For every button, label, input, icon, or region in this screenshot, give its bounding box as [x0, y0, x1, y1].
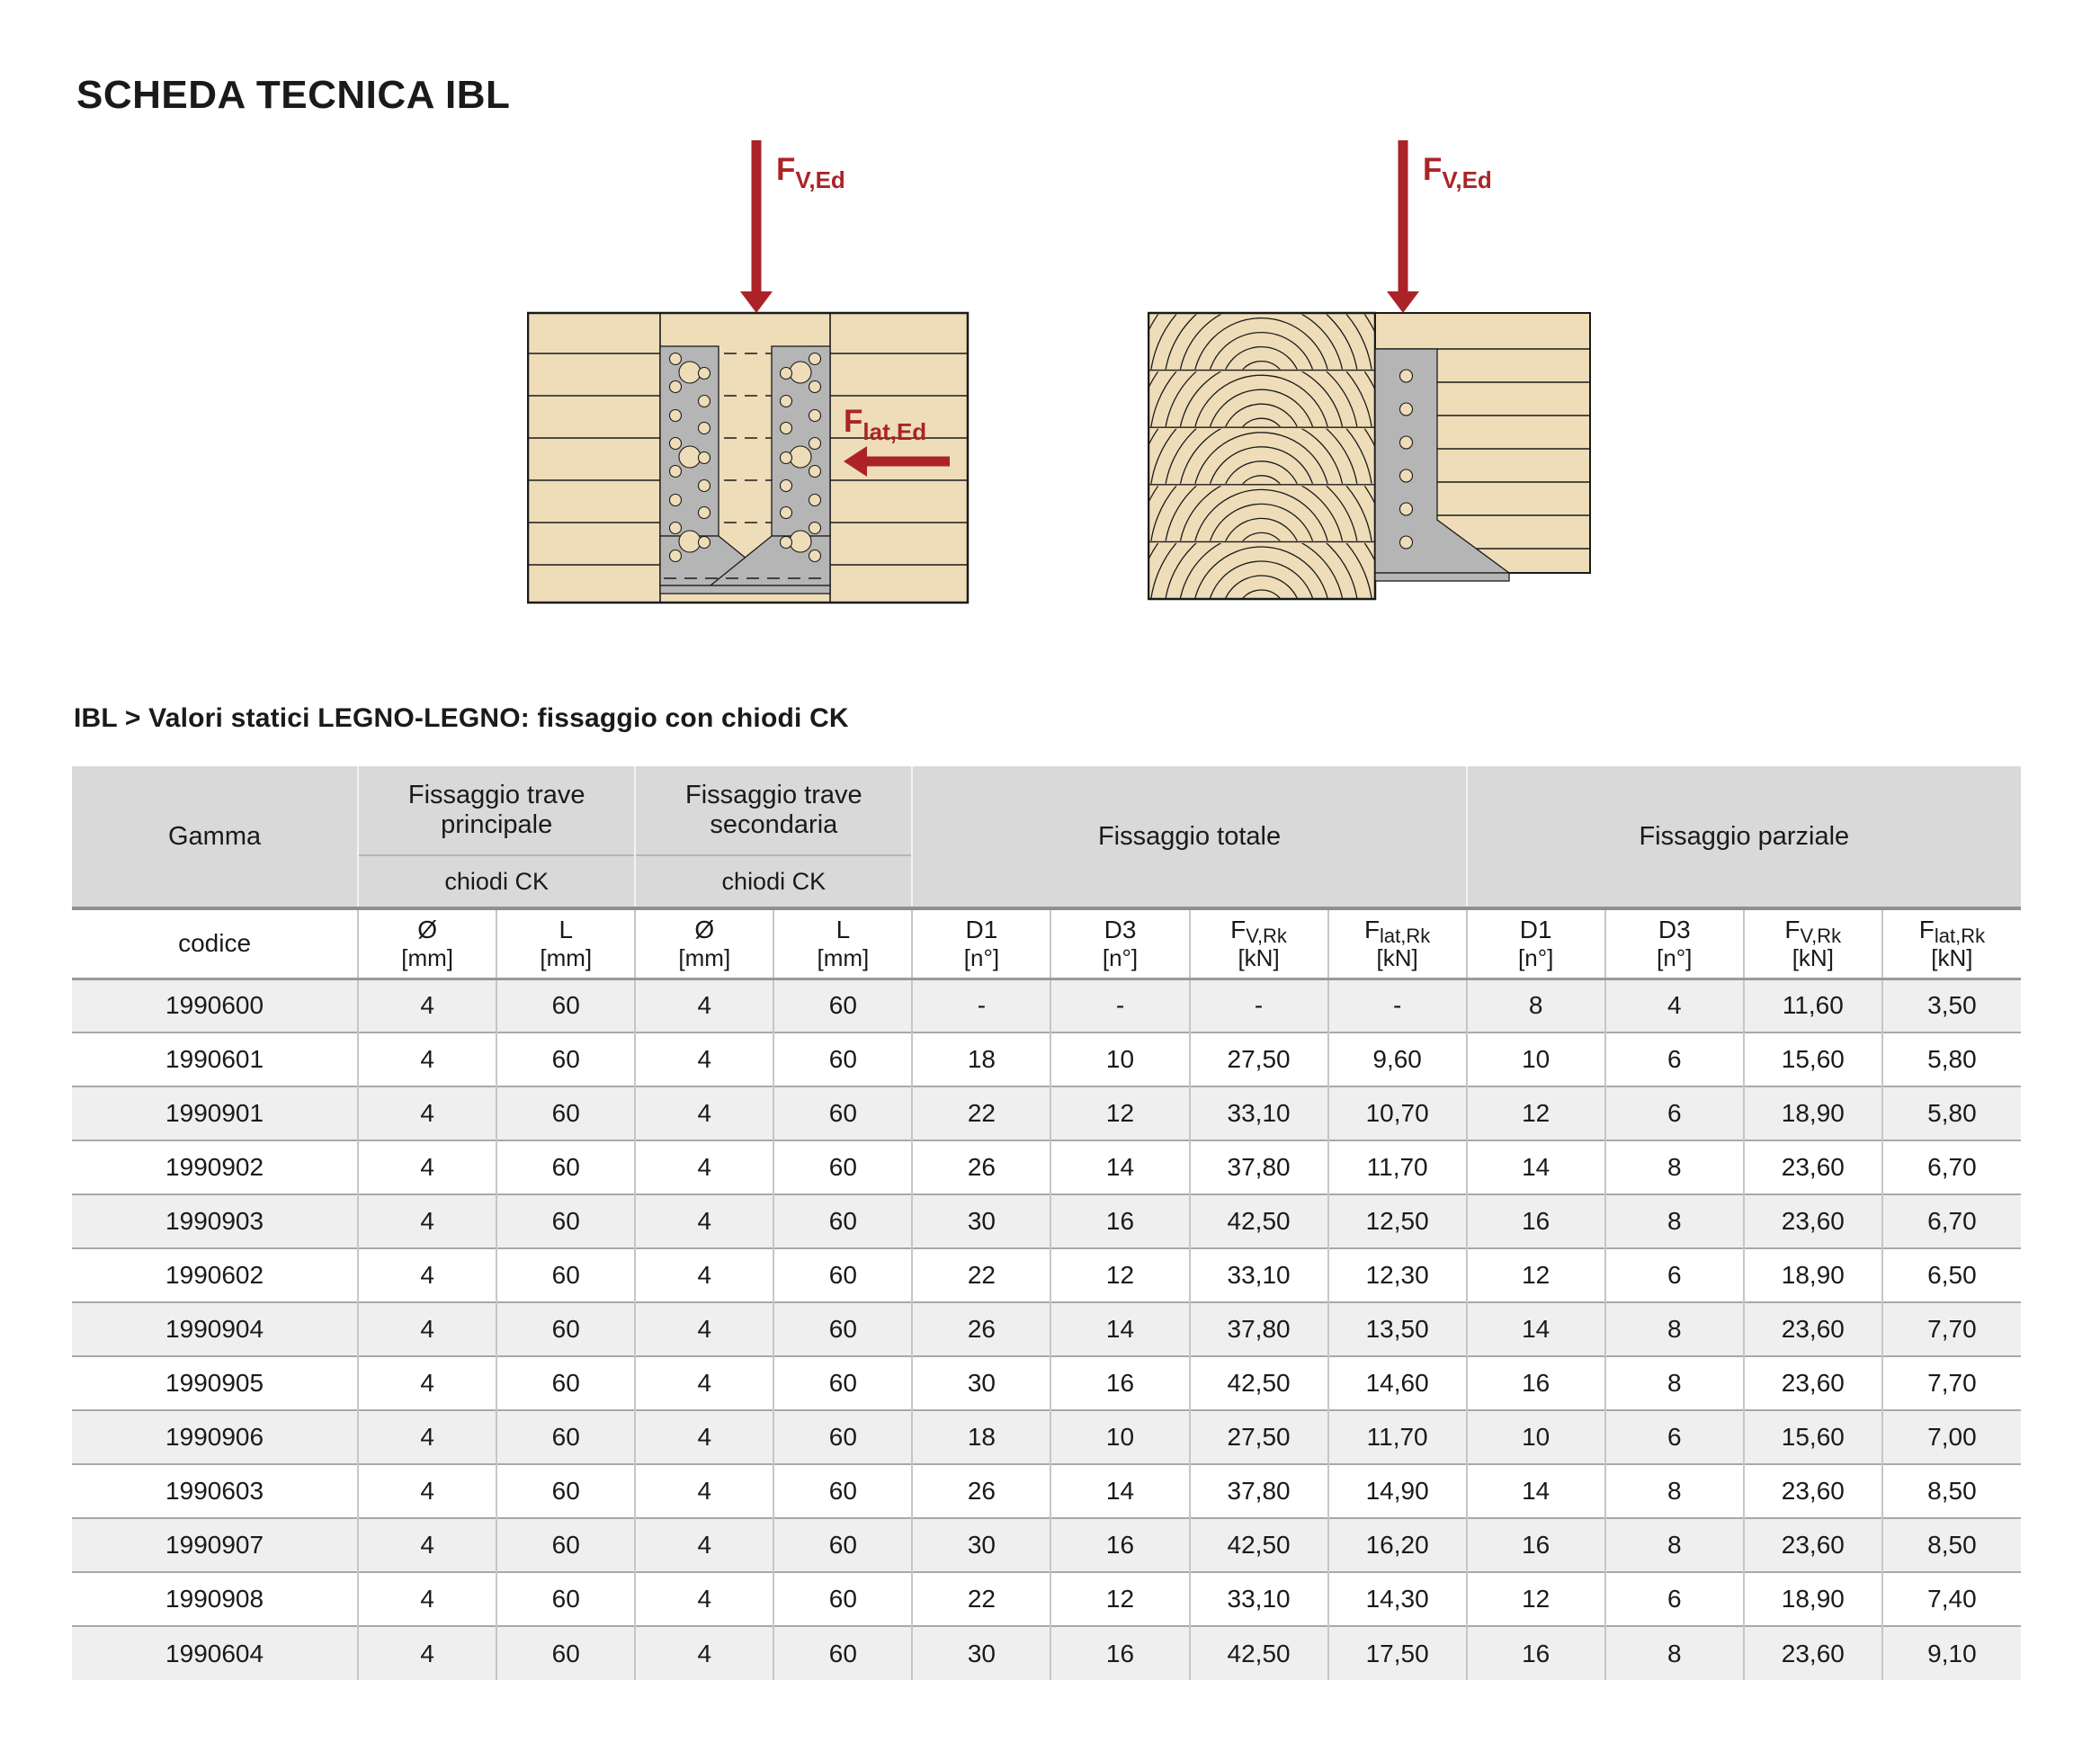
value-cell: 60: [496, 1410, 635, 1464]
code-cell: 1990904: [72, 1302, 358, 1356]
value-cell: 60: [773, 1194, 912, 1248]
value-cell: 18,90: [1744, 1086, 1882, 1140]
table-header: [72, 766, 2021, 979]
value-cell: 18: [912, 1032, 1050, 1086]
header-group-secondaria: Fissaggio trave secondaria: [635, 766, 912, 855]
value-cell: -: [912, 979, 1050, 1032]
value-cell: 4: [635, 1626, 773, 1680]
table-body: [72, 979, 2021, 1680]
value-cell: 6: [1605, 1572, 1744, 1626]
value-cell: -: [1190, 979, 1328, 1032]
value-cell: 60: [773, 1248, 912, 1302]
value-cell: 16,20: [1328, 1518, 1467, 1572]
value-cell: 16: [1467, 1518, 1605, 1572]
header-chiodi-ck-principale: chiodi CK: [358, 855, 635, 908]
value-cell: 18: [912, 1410, 1050, 1464]
column-header: Flat,Rk [kN]: [1882, 908, 2021, 979]
value-cell: 4: [635, 1032, 773, 1086]
table-row: [72, 1410, 2021, 1464]
value-cell: 16: [1050, 1518, 1189, 1572]
value-cell: 60: [773, 1518, 912, 1572]
value-cell: 30: [912, 1518, 1050, 1572]
value-cell: 6: [1605, 1032, 1744, 1086]
value-cell: 11,60: [1744, 979, 1882, 1032]
value-cell: 23,60: [1744, 1626, 1882, 1680]
table-row: [72, 1248, 2021, 1302]
value-cell: 8: [1605, 1356, 1744, 1410]
vertical-force-label: $F_{V,Ed}$: [776, 152, 845, 193]
side-view-diagram: [1148, 133, 1597, 610]
code-cell: 1990901: [72, 1086, 358, 1140]
value-cell: 4: [358, 1140, 496, 1194]
value-cell: 6,50: [1882, 1248, 2021, 1302]
value-cell: 6: [1605, 1248, 1744, 1302]
column-header: D1 [n°]: [1467, 908, 1605, 979]
table-row: [72, 1302, 2021, 1356]
value-cell: 5,80: [1882, 1032, 2021, 1086]
value-cell: 60: [496, 1302, 635, 1356]
value-cell: 6,70: [1882, 1194, 2021, 1248]
column-header: D3 [n°]: [1050, 908, 1189, 979]
value-cell: 4: [635, 1356, 773, 1410]
table-row: [72, 1518, 2021, 1572]
column-header: L [mm]: [496, 908, 635, 979]
value-cell: 26: [912, 1464, 1050, 1518]
value-cell: 4: [358, 1572, 496, 1626]
value-cell: 14: [1467, 1302, 1605, 1356]
value-cell: 4: [358, 1248, 496, 1302]
column-header: Ø [mm]: [635, 908, 773, 979]
value-cell: 3,50: [1882, 979, 2021, 1032]
value-cell: 26: [912, 1140, 1050, 1194]
value-cell: 14: [1050, 1302, 1189, 1356]
code-cell: 1990906: [72, 1410, 358, 1464]
value-cell: 8: [1605, 1194, 1744, 1248]
table-row: [72, 1140, 2021, 1194]
column-header: D3 [n°]: [1605, 908, 1744, 979]
column-header: FV,Rk [kN]: [1744, 908, 1882, 979]
value-cell: -: [1328, 979, 1467, 1032]
value-cell: 14,90: [1328, 1464, 1467, 1518]
code-cell: 1990903: [72, 1194, 358, 1248]
value-cell: 22: [912, 1572, 1050, 1626]
header-group-row: [72, 766, 2021, 855]
value-cell: 7,70: [1882, 1302, 2021, 1356]
value-cell: 30: [912, 1356, 1050, 1410]
page-title: SCHEDA TECNICA IBL: [76, 73, 511, 118]
code-cell: 1990601: [72, 1032, 358, 1086]
value-cell: 33,10: [1190, 1248, 1328, 1302]
header-group-parziale: Fissaggio parziale: [1467, 766, 2021, 908]
value-cell: 42,50: [1190, 1626, 1328, 1680]
value-cell: 5,80: [1882, 1086, 2021, 1140]
value-cell: 17,50: [1328, 1626, 1467, 1680]
value-cell: 8,50: [1882, 1464, 2021, 1518]
value-cell: 30: [912, 1626, 1050, 1680]
value-cell: 23,60: [1744, 1302, 1882, 1356]
value-cell: 4: [358, 1032, 496, 1086]
value-cell: 33,10: [1190, 1572, 1328, 1626]
column-header: Ø [mm]: [358, 908, 496, 979]
value-cell: 60: [496, 1194, 635, 1248]
value-cell: 4: [635, 1518, 773, 1572]
code-cell: 1990902: [72, 1140, 358, 1194]
header-gamma: Gamma: [72, 766, 358, 908]
value-cell: 4: [358, 1302, 496, 1356]
value-cell: 12: [1050, 1572, 1189, 1626]
code-cell: 1990905: [72, 1356, 358, 1410]
value-cell: 60: [496, 979, 635, 1032]
value-cell: 30: [912, 1194, 1050, 1248]
code-cell: 1990603: [72, 1464, 358, 1518]
value-cell: 60: [496, 1248, 635, 1302]
value-cell: 4: [358, 1626, 496, 1680]
table-row: [72, 1626, 2021, 1680]
column-header: L [mm]: [773, 908, 912, 979]
value-cell: 23,60: [1744, 1140, 1882, 1194]
code-cell: 1990600: [72, 979, 358, 1032]
value-cell: 4: [635, 1572, 773, 1626]
front-view-diagram: [527, 133, 977, 610]
value-cell: 4: [358, 1086, 496, 1140]
value-cell: 37,80: [1190, 1302, 1328, 1356]
value-cell: 8: [1605, 1626, 1744, 1680]
value-cell: 14: [1050, 1140, 1189, 1194]
value-cell: 60: [496, 1626, 635, 1680]
value-cell: 4: [358, 1518, 496, 1572]
value-cell: 60: [496, 1032, 635, 1086]
value-cell: 60: [773, 1410, 912, 1464]
value-cell: 60: [773, 1032, 912, 1086]
value-cell: 33,10: [1190, 1086, 1328, 1140]
value-cell: 10: [1050, 1032, 1189, 1086]
value-cell: 8,50: [1882, 1518, 2021, 1572]
value-cell: 16: [1467, 1626, 1605, 1680]
column-header: FV,Rk [kN]: [1190, 908, 1328, 979]
value-cell: 7,40: [1882, 1572, 2021, 1626]
table-row: [72, 1086, 2021, 1140]
value-cell: 26: [912, 1302, 1050, 1356]
table-row: [72, 1464, 2021, 1518]
value-cell: 8: [1467, 979, 1605, 1032]
value-cell: -: [1050, 979, 1189, 1032]
value-cell: 60: [496, 1518, 635, 1572]
value-cell: 11,70: [1328, 1140, 1467, 1194]
value-cell: 18,90: [1744, 1248, 1882, 1302]
table-row: [72, 1572, 2021, 1626]
value-cell: 14: [1467, 1464, 1605, 1518]
value-cell: 4: [358, 1194, 496, 1248]
header-chiodi-ck-secondaria: chiodi CK: [635, 855, 912, 908]
value-cell: 6,70: [1882, 1140, 2021, 1194]
value-cell: 16: [1467, 1194, 1605, 1248]
value-cell: 60: [496, 1464, 635, 1518]
value-cell: 7,00: [1882, 1410, 2021, 1464]
value-cell: 27,50: [1190, 1032, 1328, 1086]
value-cell: 9,10: [1882, 1626, 2021, 1680]
static-values-table-wrapper: [72, 766, 2021, 1680]
value-cell: 4: [1605, 979, 1744, 1032]
value-cell: 42,50: [1190, 1194, 1328, 1248]
value-cell: 60: [773, 979, 912, 1032]
column-header: codice: [72, 908, 358, 979]
value-cell: 12,30: [1328, 1248, 1467, 1302]
value-cell: 60: [496, 1356, 635, 1410]
value-cell: 60: [773, 1302, 912, 1356]
value-cell: 4: [635, 979, 773, 1032]
value-cell: 7,70: [1882, 1356, 2021, 1410]
value-cell: 14,60: [1328, 1356, 1467, 1410]
static-values-table: [72, 766, 2021, 1680]
value-cell: 22: [912, 1248, 1050, 1302]
column-header: D1 [n°]: [912, 908, 1050, 979]
value-cell: 8: [1605, 1140, 1744, 1194]
value-cell: 14: [1050, 1464, 1189, 1518]
value-cell: 6: [1605, 1410, 1744, 1464]
value-cell: 16: [1050, 1626, 1189, 1680]
value-cell: 22: [912, 1086, 1050, 1140]
value-cell: 37,80: [1190, 1464, 1328, 1518]
value-cell: 60: [773, 1464, 912, 1518]
value-cell: 15,60: [1744, 1032, 1882, 1086]
vertical-force-label: $F_{V,Ed}$: [1423, 152, 1492, 193]
value-cell: 4: [635, 1194, 773, 1248]
value-cell: 42,50: [1190, 1356, 1328, 1410]
table-row: [72, 1194, 2021, 1248]
value-cell: 8: [1605, 1518, 1744, 1572]
lateral-force-label: $F_{lat,Ed}$: [844, 404, 927, 445]
value-cell: 12,50: [1328, 1194, 1467, 1248]
value-cell: 60: [773, 1140, 912, 1194]
value-cell: 23,60: [1744, 1464, 1882, 1518]
value-cell: 37,80: [1190, 1140, 1328, 1194]
value-cell: 4: [635, 1248, 773, 1302]
code-cell: 1990908: [72, 1572, 358, 1626]
value-cell: 23,60: [1744, 1194, 1882, 1248]
value-cell: 4: [635, 1086, 773, 1140]
value-cell: 12: [1050, 1248, 1189, 1302]
value-cell: 10: [1467, 1032, 1605, 1086]
value-cell: 14,30: [1328, 1572, 1467, 1626]
value-cell: 8: [1605, 1464, 1744, 1518]
value-cell: 4: [635, 1464, 773, 1518]
value-cell: 4: [358, 979, 496, 1032]
value-cell: 27,50: [1190, 1410, 1328, 1464]
value-cell: 60: [496, 1086, 635, 1140]
value-cell: 9,60: [1328, 1032, 1467, 1086]
value-cell: 16: [1050, 1194, 1189, 1248]
column-header: Flat,Rk [kN]: [1328, 908, 1467, 979]
value-cell: 8: [1605, 1302, 1744, 1356]
value-cell: 15,60: [1744, 1410, 1882, 1464]
value-cell: 42,50: [1190, 1518, 1328, 1572]
code-cell: 1990604: [72, 1626, 358, 1680]
value-cell: 16: [1050, 1356, 1189, 1410]
value-cell: 13,50: [1328, 1302, 1467, 1356]
value-cell: 12: [1467, 1248, 1605, 1302]
code-cell: 1990907: [72, 1518, 358, 1572]
value-cell: 14: [1467, 1140, 1605, 1194]
value-cell: 11,70: [1328, 1410, 1467, 1464]
value-cell: 60: [773, 1572, 912, 1626]
value-cell: 18,90: [1744, 1572, 1882, 1626]
header-group-principale: Fissaggio trave principale: [358, 766, 635, 855]
value-cell: 60: [496, 1572, 635, 1626]
vertical-force-arrow: [740, 140, 773, 313]
value-cell: 10: [1467, 1410, 1605, 1464]
value-cell: 4: [635, 1140, 773, 1194]
value-cell: 60: [496, 1140, 635, 1194]
value-cell: 23,60: [1744, 1518, 1882, 1572]
table-title: IBL > Valori statici LEGNO-LEGNO: fissaggio con chiodi CK: [74, 703, 849, 733]
value-cell: 12: [1050, 1086, 1189, 1140]
value-cell: 4: [358, 1410, 496, 1464]
value-cell: 12: [1467, 1572, 1605, 1626]
value-cell: 60: [773, 1086, 912, 1140]
value-cell: 6: [1605, 1086, 1744, 1140]
value-cell: 12: [1467, 1086, 1605, 1140]
vertical-force-arrow: [1387, 140, 1419, 313]
value-cell: 10,70: [1328, 1086, 1467, 1140]
main-beam-cross-section: [1148, 261, 1388, 610]
value-cell: 4: [635, 1302, 773, 1356]
value-cell: 60: [773, 1626, 912, 1680]
value-cell: 23,60: [1744, 1356, 1882, 1410]
code-cell: 1990602: [72, 1248, 358, 1302]
table-row: [72, 1356, 2021, 1410]
value-cell: 60: [773, 1356, 912, 1410]
header-units-row: [72, 908, 2021, 979]
table-row: [72, 979, 2021, 1032]
header-group-totale: Fissaggio totale: [912, 766, 1466, 908]
value-cell: 4: [358, 1356, 496, 1410]
table-row: [72, 1032, 2021, 1086]
value-cell: 4: [358, 1464, 496, 1518]
value-cell: 16: [1467, 1356, 1605, 1410]
value-cell: 10: [1050, 1410, 1189, 1464]
value-cell: 4: [635, 1410, 773, 1464]
